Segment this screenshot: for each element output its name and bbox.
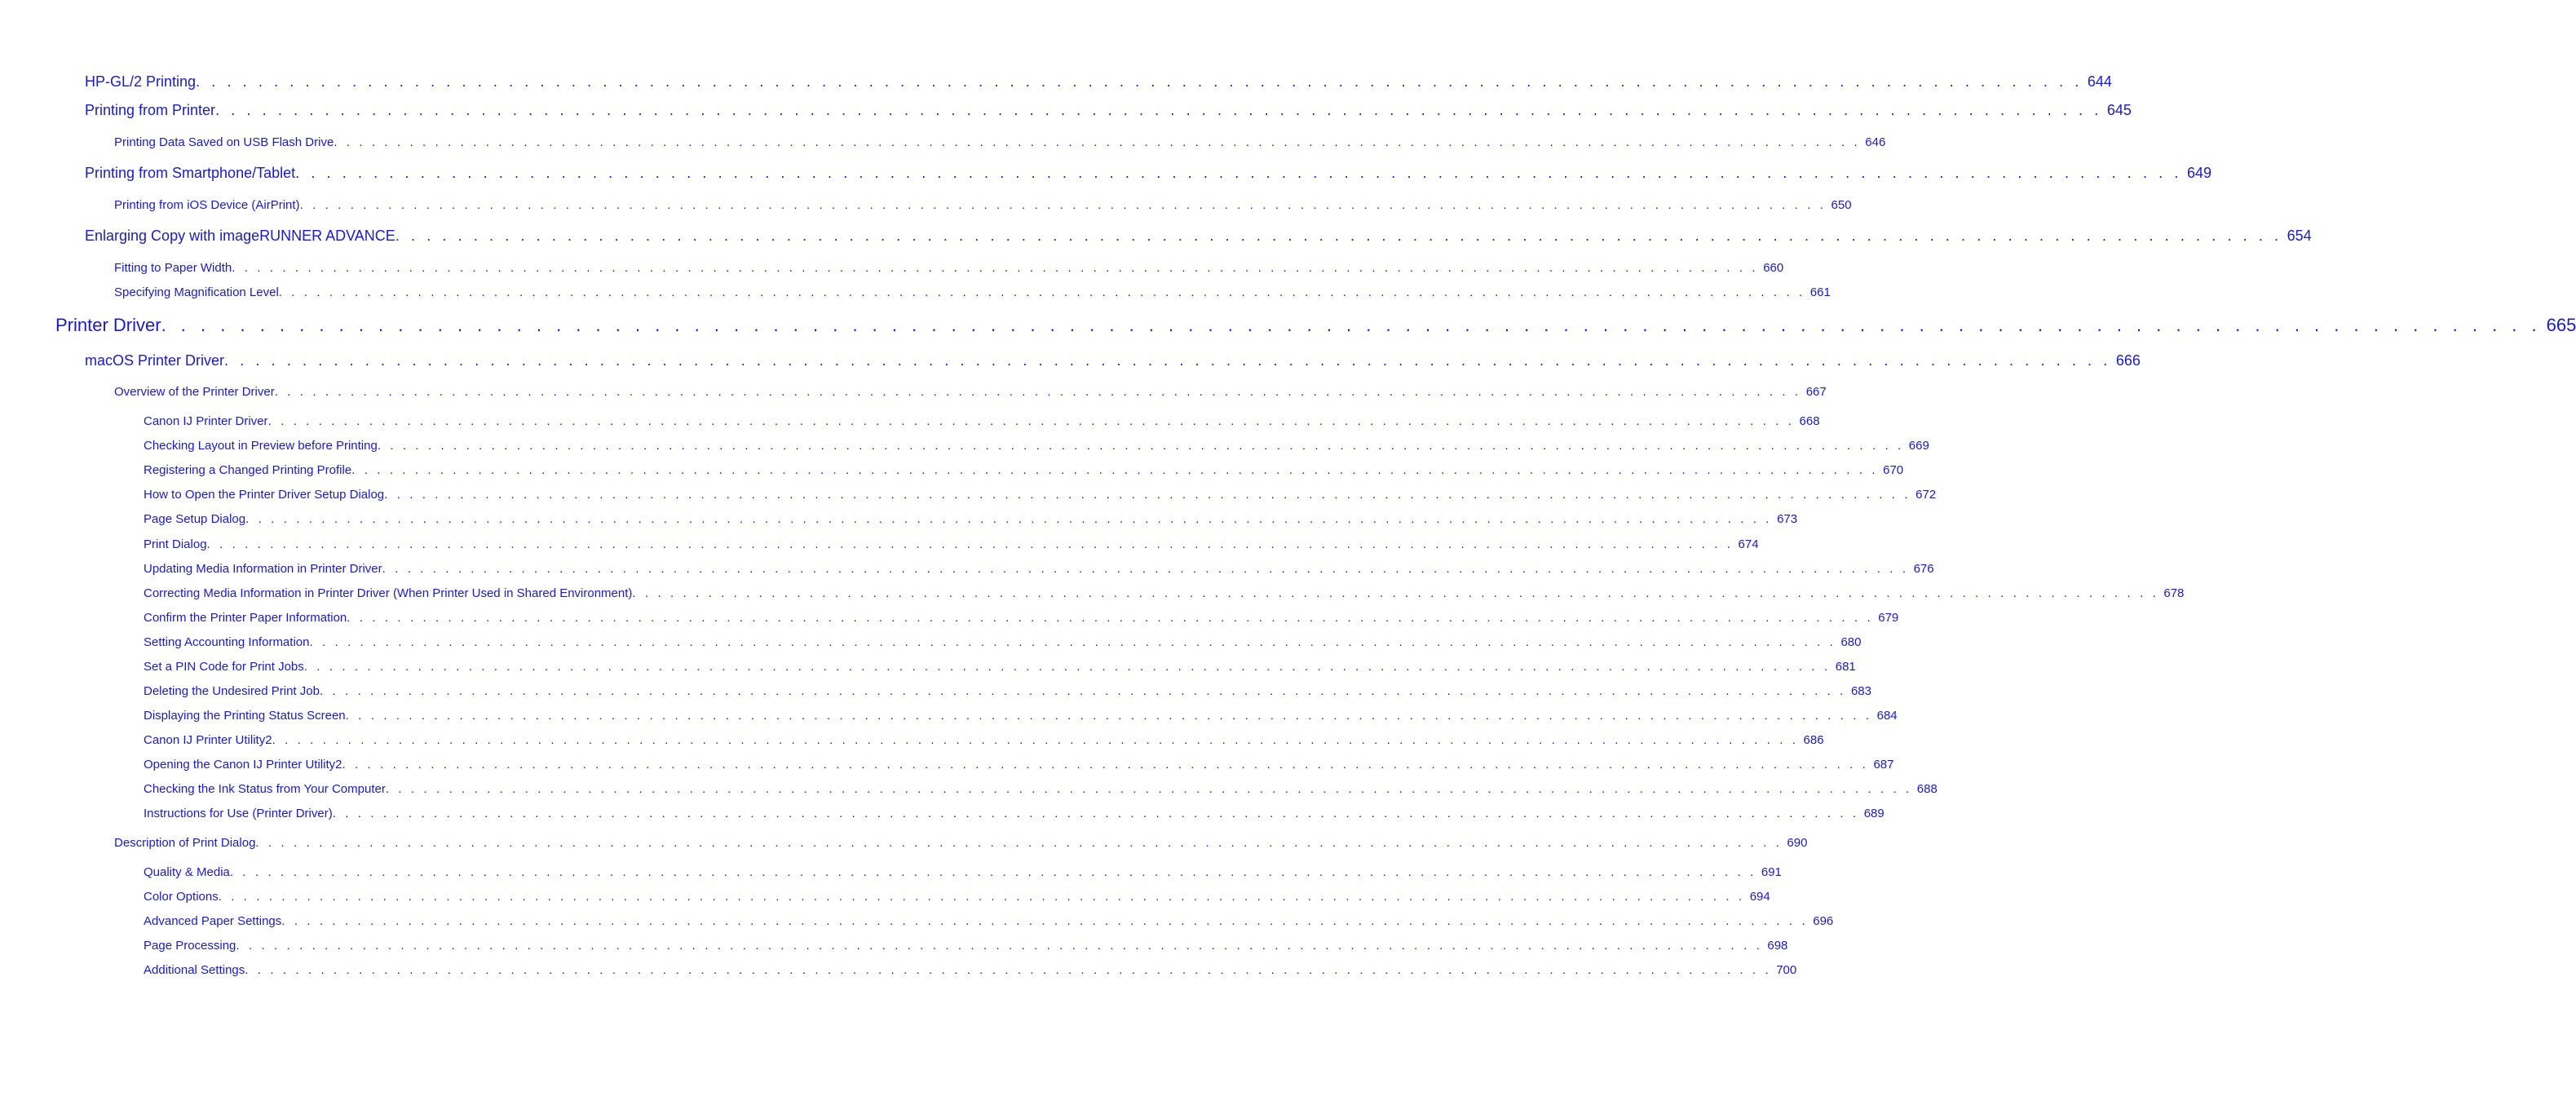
dot-leader: . . . . . . . . . . . . . . . . . . . . . . . . . . . . . . . . . . . . . . . . . . . . . . . . . . . . . . . . . . . . . . . . . . . . . . . . . . . . . . . . . . . . . . . . . . . . . . . . . . . . . . . . . . . . . . . . . . . . . . . . .: [632, 586, 2159, 600]
toc-entry-page-number: 666: [2115, 352, 2141, 369]
dot-leader: . . . . . . . . . . . . . . . . . . . . . . . . . . . . . . . . . . . . . . . . . . . . . . . . . . . . . . . . . . . . . . . . . . . . . . . . . . . . . . . . . . . . . . . . . . . . . . . . . . . . . . . . . . . . . . . . . . . . . . . . .: [245, 963, 1772, 977]
toc-entry[interactable]: [144, 635, 1862, 649]
toc-entry-page-number: 645: [2106, 102, 2132, 118]
toc-entry-page-number: 665: [2546, 315, 2576, 335]
toc-entry-page-number: 686: [1803, 733, 1824, 747]
toc-entry-page-number: 674: [1738, 537, 1759, 551]
toc-entry-title: Printing from Smartphone/Tablet: [85, 165, 296, 181]
toc-entry-page-number: 696: [1813, 914, 1834, 928]
toc-entry[interactable]: [144, 963, 1797, 977]
toc-entry-title: Checking the Ink Status from Your Computer: [144, 782, 386, 796]
toc-entry[interactable]: [144, 865, 1782, 879]
toc-entry[interactable]: [144, 684, 1871, 698]
toc-entry[interactable]: [85, 228, 2312, 245]
toc-entry-page-number: 650: [1831, 198, 1852, 212]
toc-entry-page-number: 667: [1805, 385, 1827, 399]
dot-leader: . . . . . . . . . . . . . . . . . . . . . . . . . . . . . . . . . . . . . . . . . . . . . . . . . . . . . . . . . . . . . . . . . . . . . . . . . . . . . . . . . . . . . . . . . . . . . . . . . . . . . . . . . . . . . . . . . . . . . . . . .: [351, 463, 1879, 477]
dot-leader: . . . . . . . . . . . . . . . . . . . . . . . . . . . . . . . . . . . . . . . . . . . . . . . . . . . . . . . . . . . . . . . . . . . . . . . . . . . . . . . . . . . . . . . . . . . . . . . . . . . . . . . . . . . . . . . . . . . . . . . . .: [278, 285, 1805, 299]
toc-entry-title: Overview of the Printer Driver: [114, 385, 275, 399]
toc-entry[interactable]: [144, 660, 1856, 674]
toc-entry[interactable]: [144, 414, 1820, 428]
toc-entry-title: Displaying the Printing Status Screen: [144, 709, 346, 723]
toc-entry[interactable]: [144, 709, 1898, 723]
toc-entry[interactable]: [114, 261, 1784, 275]
toc-entry-title: Printing from iOS Device (AirPrint): [114, 198, 300, 212]
toc-entry-title: Printer Driver: [55, 315, 161, 335]
dot-leader: . . . . . . . . . . . . . . . . . . . . . . . . . . . . . . . . . . . . . . . . . . . . . . . . . . . . . . . . . . . . . . . . . . . . . . . . . . . . . . . . . . . . . . . . . . . . . . . . . . . . . . . . . . . . . . . . . . . . . . . . .: [236, 939, 1763, 953]
dot-leader: . . . . . . . . . . . . . . . . . . . . . . . . . . . . . . . . . . . . . . . . . . . . . . . . . . . . . . . . . . . . . . . . . . . . . . . . . . . . . . . . . . . . . . . . . . . . . . . . . . . . . . . . . . . . . . . . . . . . . . . . .: [206, 537, 1734, 551]
toc-entry-page-number: 688: [1916, 782, 1938, 796]
toc-entry[interactable]: [114, 285, 1831, 299]
toc-entry-page-number: 691: [1761, 865, 1782, 879]
toc-entry-title: Instructions for Use (Printer Driver): [144, 807, 333, 820]
toc-entry-title: How to Open the Printer Driver Setup Dialog: [144, 488, 385, 502]
toc-entry-page-number: 673: [1777, 512, 1798, 526]
dot-leader: . . . . . . . . . . . . . . . . . . . . . . . . . . . . . . . . . . . . . . . . . . . . . . . . . . . . . . . . . . . . . . . . . . . . . . . . . . . . . . . . . . . . . . . . . . . . . . . . . . . . . . . . . . . . . . . . . . . . . . . . .: [274, 385, 1801, 399]
toc-entry[interactable]: [144, 782, 1938, 796]
toc-entry-page-number: 700: [1776, 963, 1797, 977]
toc-entry-page-number: 654: [2287, 228, 2312, 244]
dot-leader: . . . . . . . . . . . . . . . . . . . . . . . . . . . . . . . . . . . . . . . . . . . . . . . . . . . . . . . . . . . . . . . . . . . . . . . . . . . . . . . . . . . . . . . . . . . . . . . . . . . . . . . . . . . . . . . . . . . . . . . . .: [385, 782, 1912, 796]
toc-entry-title: Page Processing: [144, 939, 236, 953]
toc-entry[interactable]: [85, 73, 2112, 91]
toc-entry-title: Deleting the Undesired Print Job: [144, 684, 320, 698]
dot-leader: . . . . . . . . . . . . . . . . . . . . . . . . . . . . . . . . . . . . . . . . . . . . . . . . . . . . . . . . . . . . . . . . . . . . . . . . . . . . . . . . . . . . . . . . . . . . . . . . . . . . . . . . . . . . . . . . . . . . . . . . .: [342, 758, 1869, 772]
toc-entry-title: Enlarging Copy with imageRUNNER ADVANCE: [85, 228, 395, 244]
dot-leader: . . . . . . . . . . . . . . . . . . . . . . . . . . . . . . . . . . . . . . . . . . . . . . . . . . . . . . . . . . . . . . . . . . . . . . . . . . . . . . . . . . . . . . . . . . . . . . . . . . . . . . . . . . . . . . . . . . . . . . . . .: [232, 261, 1759, 275]
toc-entry-page-number: 683: [1850, 684, 1871, 698]
dot-leader: . . . . . . . . . . . . . . . . . . . . . . . . . . . . . . . . . . . . . . . . . . . . . . . . . . . . . . . . . . . . . . . . . . . . . . . . . . . . . . . . . . . . . . . . . . . . . . . . . . . . . . . . . . . . . . . . . . . . . . . . .: [395, 228, 2282, 244]
toc-entry[interactable]: [114, 198, 1852, 212]
toc-entry-page-number: 661: [1809, 285, 1831, 299]
toc-entry-title: HP-GL/2 Printing: [85, 73, 197, 90]
toc-entry[interactable]: [144, 611, 1899, 625]
dot-leader: . . . . . . . . . . . . . . . . . . . . . . . . . . . . . . . . . . . . . . . . . . . . . . . . . . . . . . . . . . . . . . . . . . . . . . . . . . . . . . . . . . . . . . . . . . . . . . . . . . . . . . . . . . . . . . . . . . . . . . . . .: [281, 914, 1809, 928]
dot-leader: . . . . . . . . . . . . . . . . . . . . . . . . . . . . . . . . . . . . . . . . . . . . . . . . . . . . . . . . . . . . . . . . . . . . . . . . . . . . . . . . . . . . . . . . . . . . . . . . . . . . . . . . . . . . . . . . . . . . . . . . .: [384, 488, 1911, 502]
toc-entry-title: Color Options: [144, 890, 219, 904]
toc-entry[interactable]: [85, 165, 2212, 182]
toc-entry[interactable]: [114, 836, 1808, 850]
toc-entry-title: Fitting to Paper Width: [114, 261, 232, 275]
toc-entry-title: Page Setup Dialog: [144, 512, 246, 526]
toc-entry-page-number: 678: [2163, 586, 2185, 600]
toc-entry[interactable]: [144, 562, 1934, 576]
toc-entry-page-number: 649: [2186, 165, 2212, 181]
toc-entry-title: Canon IJ Printer Driver: [144, 414, 268, 428]
toc-entry-title: Registering a Changed Printing Profile: [144, 463, 352, 477]
toc-entry-page-number: 668: [1799, 414, 1820, 428]
toc-entry[interactable]: [144, 439, 1929, 453]
dot-leader: . . . . . . . . . . . . . . . . . . . . . . . . . . . . . . . . . . . . . . . . . . . . . . . . . . . . . . . . . . . . . . . . . . . . . . . . . . . . . . . . . . . . . . . . . . . . . . . . . . . . . . . . . . . . . . . . . . . . . . . . .: [377, 439, 1904, 453]
toc-entry-page-number: 681: [1835, 660, 1856, 674]
toc-entry-page-number: 684: [1876, 709, 1898, 723]
toc-entry-page-number: 698: [1767, 939, 1788, 953]
toc-entry[interactable]: [144, 512, 1798, 526]
toc-entry-page-number: 644: [2087, 73, 2112, 90]
toc-entry-page-number: 694: [1749, 890, 1770, 904]
toc-entry[interactable]: [144, 939, 1788, 953]
toc-entry-title: Printing from Printer: [85, 102, 216, 118]
toc-entry-title: Setting Accounting Information: [144, 635, 310, 649]
toc-entry[interactable]: [55, 315, 2576, 336]
toc-entry[interactable]: [144, 488, 1937, 502]
toc-entry-page-number: 687: [1873, 758, 1894, 772]
toc-entry[interactable]: [85, 102, 2132, 119]
dot-leader: . . . . . . . . . . . . . . . . . . . . . . . . . . . . . . . . . . . . . . . . . . . . . . . . . . . . . . . . . . . . . . . . . . . . . . . . . . . . . . . . . . . . . . . . . . . . . . . . . . . . . . . . . . . . . . . . . . . . . . . . .: [161, 315, 2542, 335]
toc-entry[interactable]: [144, 586, 2185, 600]
toc-entry-title: Printing Data Saved on USB Flash Drive: [114, 135, 334, 149]
dot-leader: . . . . . . . . . . . . . . . . . . . . . . . . . . . . . . . . . . . . . . . . . . . . . . . . . . . . . . . . . . . . . . . . . . . . . . . . . . . . . . . . . . . . . . . . . . . . . . . . . . . . . . . . . . . . . . . . . . . . . . . . .: [229, 865, 1756, 879]
dot-leader: . . . . . . . . . . . . . . . . . . . . . . . . . . . . . . . . . . . . . . . . . . . . . . . . . . . . . . . . . . . . . . . . . . . . . . . . . . . . . . . . . . . . . . . . . . . . . . . . . . . . . . . . . . . . . . . . . . . . . . . . .: [345, 709, 1872, 723]
dot-leader: . . . . . . . . . . . . . . . . . . . . . . . . . . . . . . . . . . . . . . . . . . . . . . . . . . . . . . . . . . . . . . . . . . . . . . . . . . . . . . . . . . . . . . . . . . . . . . . . . . . . . . . . . . . . . . . . . . . . . . . . .: [332, 807, 1859, 820]
toc-entry-title: Opening the Canon IJ Printer Utility2: [144, 758, 342, 772]
toc-entry[interactable]: [144, 463, 1904, 477]
toc-entry-page-number: 672: [1915, 488, 1937, 502]
dot-leader: . . . . . . . . . . . . . . . . . . . . . . . . . . . . . . . . . . . . . . . . . . . . . . . . . . . . . . . . . . . . . . . . . . . . . . . . . . . . . . . . . . . . . . . . . . . . . . . . . . . . . . . . . . . . . . . . . . . . . . . . .: [267, 414, 1795, 428]
toc-entry[interactable]: [144, 914, 1834, 928]
toc-entry-title: Specifying Magnification Level: [114, 285, 279, 299]
dot-leader: . . . . . . . . . . . . . . . . . . . . . . . . . . . . . . . . . . . . . . . . . . . . . . . . . . . . . . . . . . . . . . . . . . . . . . . . . . . . . . . . . . . . . . . . . . . . . . . . . . . . . . . . . . . . . . . . . . . . . . . . .: [347, 611, 1874, 625]
toc-entry-title: Canon IJ Printer Utility2: [144, 733, 272, 747]
toc-entry-title: Print Dialog: [144, 537, 207, 551]
toc-entry[interactable]: [144, 890, 1770, 904]
dot-leader: . . . . . . . . . . . . . . . . . . . . . . . . . . . . . . . . . . . . . . . . . . . . . . . . . . . . . . . . . . . . . . . . . . . . . . . . . . . . . . . . . . . . . . . . . . . . . . . . . . . . . . . . . . . . . . . . . . . . . . . . .: [299, 198, 1827, 212]
dot-leader: . . . . . . . . . . . . . . . . . . . . . . . . . . . . . . . . . . . . . . . . . . . . . . . . . . . . . . . . . . . . . . . . . . . . . . . . . . . . . . . . . . . . . . . . . . . . . . . . . . . . . . . . . . . . . . . . . . . . . . . . .: [224, 352, 2111, 369]
dot-leader: . . . . . . . . . . . . . . . . . . . . . . . . . . . . . . . . . . . . . . . . . . . . . . . . . . . . . . . . . . . . . . . . . . . . . . . . . . . . . . . . . . . . . . . . . . . . . . . . . . . . . . . . . . . . . . . . . . . . . . . . .: [319, 684, 1846, 698]
toc-entry[interactable]: [114, 385, 1827, 399]
toc-entry-title: Checking Layout in Preview before Printing: [144, 439, 378, 453]
dot-leader: . . . . . . . . . . . . . . . . . . . . . . . . . . . . . . . . . . . . . . . . . . . . . . . . . . . . . . . . . . . . . . . . . . . . . . . . . . . . . . . . . . . . . . . . . . . . . . . . . . . . . . . . . . . . . . . . . . . . . . . . .: [215, 102, 2102, 118]
dot-leader: . . . . . . . . . . . . . . . . . . . . . . . . . . . . . . . . . . . . . . . . . . . . . . . . . . . . . . . . . . . . . . . . . . . . . . . . . . . . . . . . . . . . . . . . . . . . . . . . . . . . . . . . . . . . . . . . . . . . . . . . .: [295, 165, 2182, 181]
toc-entry[interactable]: [85, 352, 2141, 369]
toc-entry-title: Correcting Media Information in Printer Driver (When Printer Used in Shared Environment): [144, 586, 633, 600]
dot-leader: . . . . . . . . . . . . . . . . . . . . . . . . . . . . . . . . . . . . . . . . . . . . . . . . . . . . . . . . . . . . . . . . . . . . . . . . . . . . . . . . . . . . . . . . . . . . . . . . . . . . . . . . . . . . . . . . . . . . . . . . .: [382, 562, 1909, 576]
toc-entry-title: Updating Media Information in Printer Driver: [144, 562, 382, 576]
toc-entry[interactable]: [114, 135, 1886, 149]
toc-entry-title: macOS Printer Driver: [85, 352, 225, 369]
dot-leader: . . . . . . . . . . . . . . . . . . . . . . . . . . . . . . . . . . . . . . . . . . . . . . . . . . . . . . . . . . . . . . . . . . . . . . . . . . . . . . . . . . . . . . . . . . . . . . . . . . . . . . . . . . . . . . . . . . . . . . . . .: [272, 733, 1799, 747]
toc-entry[interactable]: [144, 807, 1885, 820]
toc-entry-page-number: 669: [1908, 439, 1929, 453]
dot-leader: . . . . . . . . . . . . . . . . . . . . . . . . . . . . . . . . . . . . . . . . . . . . . . . . . . . . . . . . . . . . . . . . . . . . . . . . . . . . . . . . . . . . . . . . . . . . . . . . . . . . . . . . . . . . . . . . . . . . . . . . .: [255, 836, 1783, 850]
dot-leader: . . . . . . . . . . . . . . . . . . . . . . . . . . . . . . . . . . . . . . . . . . . . . . . . . . . . . . . . . . . . . . . . . . . . . . . . . . . . . . . . . . . . . . . . . . . . . . . . . . . . . . . . . . . . . . . . . . . . . . . . .: [245, 512, 1773, 526]
toc-entry-page-number: 676: [1913, 562, 1934, 576]
toc-entry-title: Description of Print Dialog: [114, 836, 256, 850]
toc-entry-page-number: 670: [1883, 463, 1904, 477]
toc-entry[interactable]: [144, 733, 1824, 747]
toc-entry-page-number: 646: [1865, 135, 1886, 149]
toc-entry-page-number: 660: [1763, 261, 1784, 275]
toc-entry-page-number: 679: [1878, 611, 1899, 625]
toc-entry-page-number: 689: [1863, 807, 1885, 820]
toc-entry-title: Advanced Paper Settings: [144, 914, 282, 928]
toc-entry-page-number: 690: [1787, 836, 1808, 850]
toc-entry-title: Additional Settings: [144, 963, 245, 977]
dot-leader: . . . . . . . . . . . . . . . . . . . . . . . . . . . . . . . . . . . . . . . . . . . . . . . . . . . . . . . . . . . . . . . . . . . . . . . . . . . . . . . . . . . . . . . . . . . . . . . . . . . . . . . . . . . . . . . . . . . . . . . . .: [196, 73, 2083, 90]
toc-entry[interactable]: [144, 537, 1759, 551]
toc-entry[interactable]: [144, 758, 1894, 772]
dot-leader: . . . . . . . . . . . . . . . . . . . . . . . . . . . . . . . . . . . . . . . . . . . . . . . . . . . . . . . . . . . . . . . . . . . . . . . . . . . . . . . . . . . . . . . . . . . . . . . . . . . . . . . . . . . . . . . . . . . . . . . . .: [218, 890, 1745, 904]
toc-entry-page-number: 680: [1840, 635, 1862, 649]
dot-leader: . . . . . . . . . . . . . . . . . . . . . . . . . . . . . . . . . . . . . . . . . . . . . . . . . . . . . . . . . . . . . . . . . . . . . . . . . . . . . . . . . . . . . . . . . . . . . . . . . . . . . . . . . . . . . . . . . . . . . . . . .: [334, 135, 1861, 149]
toc-entry-title: Quality & Media: [144, 865, 230, 879]
dot-leader: . . . . . . . . . . . . . . . . . . . . . . . . . . . . . . . . . . . . . . . . . . . . . . . . . . . . . . . . . . . . . . . . . . . . . . . . . . . . . . . . . . . . . . . . . . . . . . . . . . . . . . . . . . . . . . . . . . . . . . . . .: [309, 635, 1836, 649]
toc-entry-title: Set a PIN Code for Print Jobs: [144, 660, 304, 674]
dot-leader: . . . . . . . . . . . . . . . . . . . . . . . . . . . . . . . . . . . . . . . . . . . . . . . . . . . . . . . . . . . . . . . . . . . . . . . . . . . . . . . . . . . . . . . . . . . . . . . . . . . . . . . . . . . . . . . . . . . . . . . . .: [303, 660, 1831, 674]
toc-entry-title: Confirm the Printer Paper Information: [144, 611, 347, 625]
